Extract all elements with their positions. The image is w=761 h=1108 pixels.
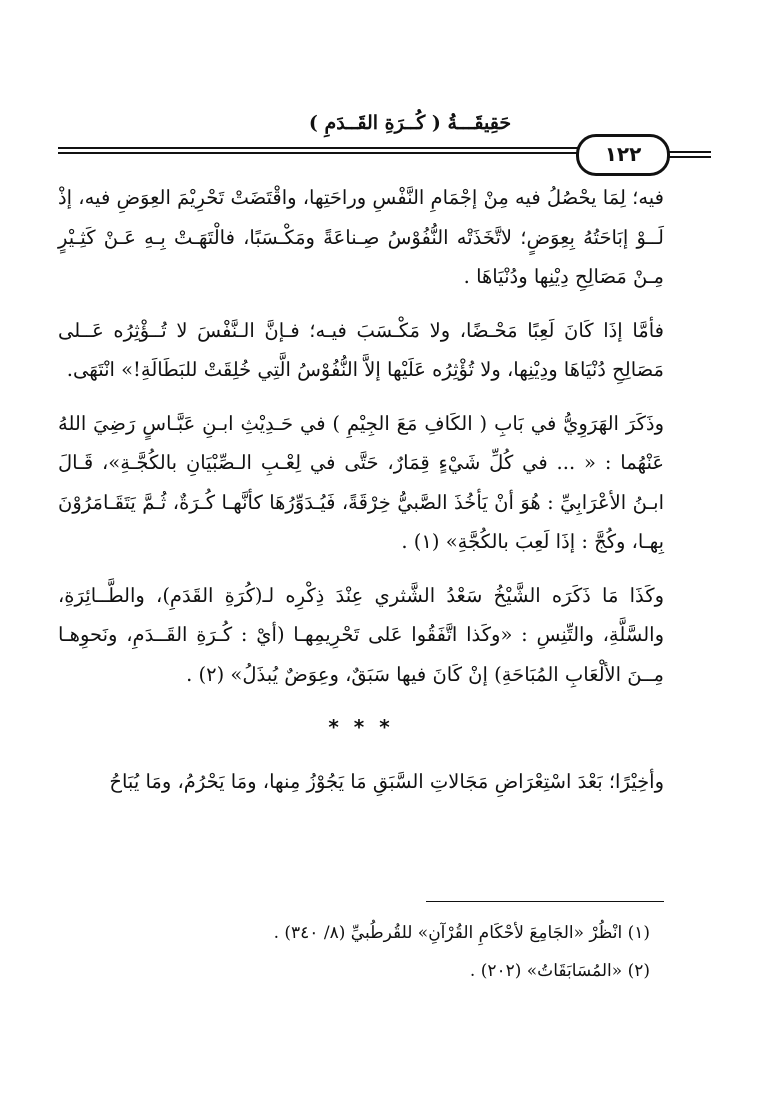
footnote: (١) انْظُرْ «الجَامِعَ لأحْكَامِ القُرْآنِ» للقُرطُبيِّ (٨/ ٣٤٠) . xyxy=(273,923,650,943)
footnote-rule xyxy=(426,901,664,902)
paragraph: وذَكَرَ الهَرَوِيُّ في بَابِ ( الكَافِ مَعَ الجِيْمِ ) في حَـدِيْثِ ابـنِ عَبَّـاسٍ رَضِيَ اللهُ عَنْهُما : « ... في كُلِّ شَيْءٍ قِمَارٌ، حَتَّى في لِعْـبِ الـصِّبْيَانِ بالكُجَّـةِ»، قَـالَ ابـنُ الأعْرَابِيِّ : هُوَ أنْ يَأخُذَ الصَّبيُّ خِرْقَةً، فَيُـدَوِّرُهَا كأنَّهـا كُـرَةٌ، ثُـمَّ يَتَقَـامَرُوْنَ بِهـا، وكُجَّ : إذَا لَعِبَ بالكُجَّةِ» (١) . xyxy=(58,411,664,553)
section-separator: * * * xyxy=(328,715,394,739)
footnote: (٢) «المُسَابَقَاتُ» (٢٠٢) . xyxy=(469,961,650,981)
footnotes xyxy=(58,914,650,990)
paragraph: فأمَّا إذَا كَانَ لَعِبًا مَحْـضًا، ولا مَكْـسَبَ فيـه؛ فـإنَّ الـنَّفْسَ لا تُــؤْثِرُه عَــلى مَصَالِحِ دُنْيَاهَا ودِيْنِها، ولا تُؤْثِرُه عَلَيْها إلاَّ النُّفُوْسُ الَّتِي خُلِقَتْ للبَطَالَةِ!» انْتَهَى. xyxy=(58,318,664,381)
paragraph-continued: وأخِيْرًا؛ بَعْدَ اسْتِعْرَاضِ مَجَالاتِ السَّبَقِ مَا يَجُوْزُ مِنها، ومَا يَحْرُمُ، ومَا يُبَاحُ xyxy=(109,769,664,793)
running-title: حَقِيقَـــةُ ( كُــرَةِ القَــدَمِ ) xyxy=(308,112,512,134)
header-rule xyxy=(58,147,658,154)
body-text xyxy=(58,178,664,815)
paragraph: فيه؛ لِمَا يحْصُلُ فيه مِنْ إجْمَامِ النَّفْسِ وراحَتِها، واقْتَضَتْ تَحْرِيْمَ العِوَضِ فيه، إذْ لَــوْ إبَاحَتُهُ بِعِوَضٍ؛ لاتَّخَذَتْه النُّفُوْسُ صِـناعَةً ومَكْـسَبًا، فالْتَهَـتْ بِـهِ عَـنْ كَثِـيْرٍ مِـنْ مَصَالِحِ دِيْنِها ودُنْيَاهَا . xyxy=(58,186,664,288)
paragraph: وكَذَا مَا ذَكَرَه الشَّيْخُ سَعْدُ الشَّثري عِنْدَ ذِكْرِه لـ(كُرَةِ القَدَمِ)، والطَّــائِرَةِ، والسَّلَّةِ، والتِّنِسِ : «وكَذا اتَّفَقُوا عَلى تَحْرِيمِهـا (أيْ : كُـرَةِ القَــدَمِ، ونَحوِهـا مِــنَ الألْعَابِ المُبَاحَةِ) إنْ كَانَ فيها سَبَقٌ، وعِوَضٌ يُبذَلُ» (٢) . xyxy=(58,583,664,686)
page-number: ١٢٢ xyxy=(576,134,670,176)
